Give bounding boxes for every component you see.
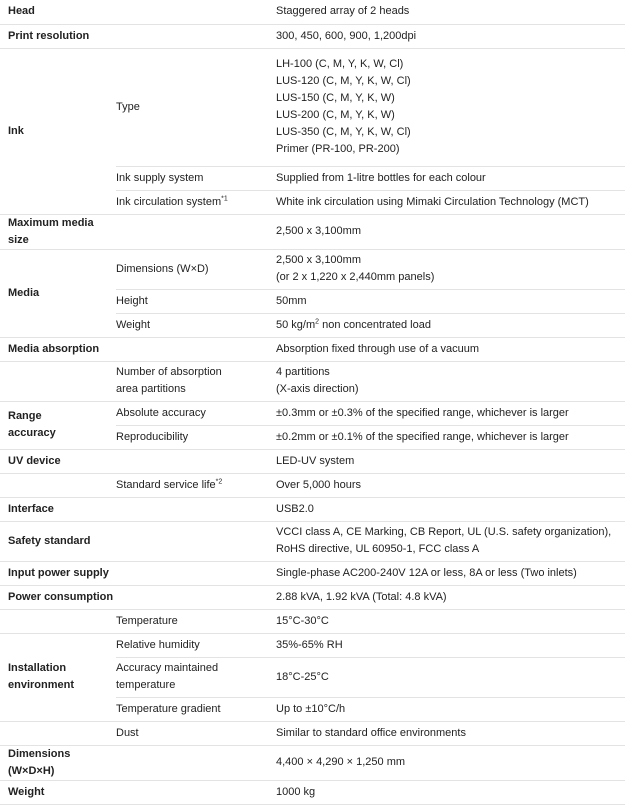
spec-value: 4,400 × 4,290 × 1,250 mm — [276, 745, 625, 780]
sub-label: Number of absorption area partitions — [116, 361, 276, 401]
ink-type-item: LUS-350 (C, M, Y, K, W, Cl) — [276, 126, 411, 138]
sub-label: Temperature — [116, 609, 276, 633]
spec-value: 2,500 x 3,100mm (or 2 x 1,220 x 2,440mm panels) — [276, 249, 625, 289]
category-label: Interface — [0, 497, 116, 521]
spec-value: ±0.2mm or ±0.1% of the specified range, whichever is larger — [276, 425, 625, 449]
sub-label: Accuracy maintained temperature — [116, 657, 276, 697]
spec-row-relative-humidity — [0, 633, 625, 657]
category-label: Input power supply — [0, 561, 116, 585]
category-label: UV device — [0, 449, 116, 473]
spec-value: 2.88 kVA, 1.92 kVA (Total: 4.8 kVA) — [276, 585, 625, 609]
spec-row-dust — [0, 721, 625, 745]
spec-row-uv-service-life — [0, 473, 625, 497]
category-label: Range accuracy — [0, 401, 116, 449]
sub-label: Height — [116, 289, 276, 313]
footnote-mark: *2 — [215, 477, 223, 485]
sub-label: Weight — [116, 313, 276, 337]
spec-value: 2,500 x 3,100mm — [276, 214, 625, 249]
sub-label: Temperature gradient — [116, 697, 276, 721]
category-label: Maximum media size — [0, 214, 116, 249]
spec-value: Similar to standard office environments — [276, 721, 625, 745]
spec-value: Up to ±10°C/h — [276, 697, 625, 721]
spec-row-uv-device — [0, 449, 625, 473]
sub-label: Dust — [116, 721, 276, 745]
sub-label: Reproducibility — [116, 425, 276, 449]
ink-type-item: LUS-150 (C, M, Y, K, W) — [276, 92, 395, 104]
category-label: Print resolution — [0, 24, 116, 48]
spec-row-weight — [0, 780, 625, 804]
ink-type-item: Primer (PR-100, PR-200) — [276, 143, 400, 155]
category-label: Power consumption — [0, 585, 116, 609]
spec-value: 300, 450, 600, 900, 1,200dpi — [276, 24, 625, 48]
spec-value: 50mm — [276, 289, 625, 313]
spec-value — [276, 48, 625, 166]
spec-value: LED-UV system — [276, 449, 625, 473]
sub-label: Dimensions (W×D) — [116, 249, 276, 289]
spec-value: White ink circulation using Mimaki Circulation Technology (MCT) — [276, 190, 625, 214]
ink-type-item: LUS-200 (C, M, Y, K, W) — [276, 109, 395, 121]
spec-value: USB2.0 — [276, 497, 625, 521]
category-label: Dimensions (W×D×H) — [0, 745, 116, 780]
category-label: Media absorption — [0, 337, 116, 361]
ink-type-item: LH-100 (C, M, Y, K, W, Cl) — [276, 58, 404, 70]
spec-row-ink-type — [0, 48, 625, 166]
footnote-mark: *1 — [221, 194, 228, 202]
spec-value: Over 5,000 hours — [276, 473, 625, 497]
spec-value: 1000 kg — [276, 780, 625, 804]
category-label: Head — [0, 0, 116, 24]
spec-value: Staggered array of 2 heads — [276, 0, 625, 24]
sub-label: Relative humidity — [116, 633, 276, 657]
spec-row-max-media-size — [0, 214, 625, 249]
sub-label: Ink circulation system$^{*1}$ — [116, 190, 276, 214]
spec-row-interface — [0, 497, 625, 521]
spec-row-media-dimensions — [0, 249, 625, 289]
sub-label: Ink supply system — [116, 166, 276, 190]
spec-row-media-absorption — [0, 337, 625, 361]
spec-row-absolute-accuracy — [0, 401, 625, 425]
spec-row-head — [0, 0, 625, 24]
sub-label: Absolute accuracy — [116, 401, 276, 425]
spec-value: 35%-65% RH — [276, 633, 625, 657]
spec-value: ±0.3mm or ±0.3% of the specified range, whichever is larger — [276, 401, 625, 425]
sub-label: Standard service life$^{*2}$ — [116, 473, 276, 497]
ink-type-item: LUS-120 (C, M, Y, K, W, Cl) — [276, 75, 411, 87]
spec-row-input-power — [0, 561, 625, 585]
spec-row-dimensions — [0, 745, 625, 780]
spec-value: Single-phase AC200-240V 12A or less, 8A or less (Two inlets) — [276, 561, 625, 585]
spec-row-power-consumption — [0, 585, 625, 609]
spec-value: Absorption fixed through use of a vacuum — [276, 337, 625, 361]
spec-value: 18°C-25°C — [276, 657, 625, 697]
sub-label: Type — [116, 48, 276, 166]
spec-value: Supplied from 1-litre bottles for each colour — [276, 166, 625, 190]
spec-row-print-resolution — [0, 24, 625, 48]
spec-row-safety-standard — [0, 521, 625, 561]
spec-value: 15°C-30°C — [276, 609, 625, 633]
spec-row-installation-temperature — [0, 609, 625, 633]
spec-value: 4 partitions (X-axis direction) — [276, 361, 625, 401]
category-label: Safety standard — [0, 521, 116, 561]
category-label: Installation environment — [0, 633, 116, 721]
category-label: Weight — [0, 780, 116, 804]
category-label: Ink — [0, 48, 116, 214]
spec-row-absorption-partitions — [0, 361, 625, 401]
spec-value: VCCI class A, CE Marking, CB Report, UL (U.S. safety organization), RoHS directive, UL 60950-1, FCC class A — [276, 521, 625, 561]
category-label: Media — [0, 249, 116, 337]
spec-value: 50 $kg/m^2$ non concentrated load — [276, 313, 625, 337]
